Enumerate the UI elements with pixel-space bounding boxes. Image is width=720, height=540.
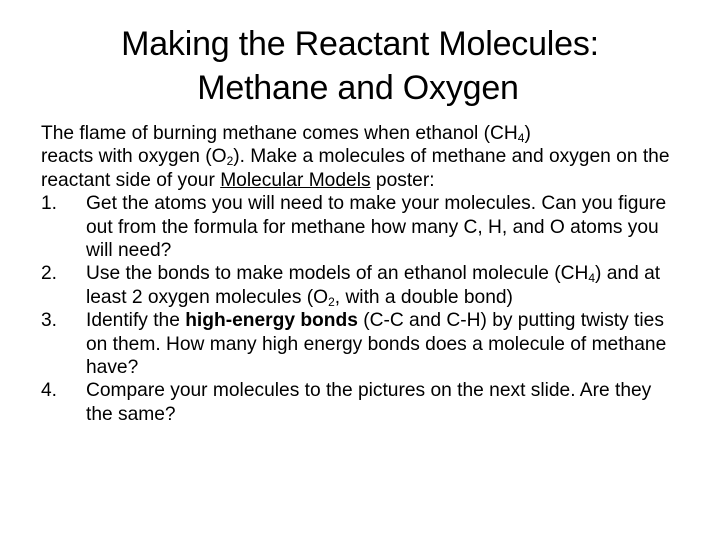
step-text: (C-C and C-H) by putting twisty ties on them. How many high energy bonds does a molecule of methane have?: [86, 310, 667, 379]
step-text: Identify the: [86, 310, 186, 332]
high-energy-bonds-term: high-energy bonds: [185, 310, 358, 332]
steps-list: [41, 192, 681, 426]
slide-title: [0, 22, 720, 110]
step-text: Compare your molecules to the pictures on the next slide. Are they the same?: [86, 380, 652, 425]
step-number: 1.: [41, 193, 58, 215]
intro-text-1: The flame of burning methane comes when ethanol (CH: [41, 123, 518, 144]
intro-text-5: poster:: [370, 169, 435, 191]
slide-body: [41, 122, 681, 426]
step-subscript: 2: [328, 294, 335, 309]
step-item: [41, 262, 681, 309]
title-line-1: Making the Reactant Molecules:: [121, 25, 599, 63]
step-text: ) and at least 2 oxygen molecules (O: [86, 263, 661, 308]
step-text: , with a double bond): [334, 286, 513, 308]
intro-paragraph: [41, 122, 681, 192]
intro-text-3: reacts with oxygen (O: [41, 146, 227, 168]
step-number: 2.: [41, 263, 58, 285]
step-item: [41, 192, 681, 262]
step-text: Use the bonds to make models of an ethanol molecule (CH: [86, 263, 589, 285]
intro-text-4: ). Make a molecules of methane and oxygen on the reactant side of your: [41, 146, 670, 191]
poster-name: Molecular Models: [220, 169, 371, 191]
intro-text-2: ): [524, 123, 531, 144]
step-subscript: 4: [588, 271, 596, 286]
intro-subscript-2: 2: [226, 154, 234, 169]
step-item: [41, 379, 681, 426]
step-item: [41, 309, 681, 379]
title-line-2: Methane and Oxygen: [197, 69, 519, 107]
step-number: 4.: [41, 380, 58, 402]
step-number: 3.: [41, 310, 58, 332]
step-text: Get the atoms you will need to make your molecules. Can you figure out from the formula for methane how many C, H, and O atoms you will need?: [86, 193, 667, 262]
intro-subscript-1: 4: [517, 131, 525, 145]
